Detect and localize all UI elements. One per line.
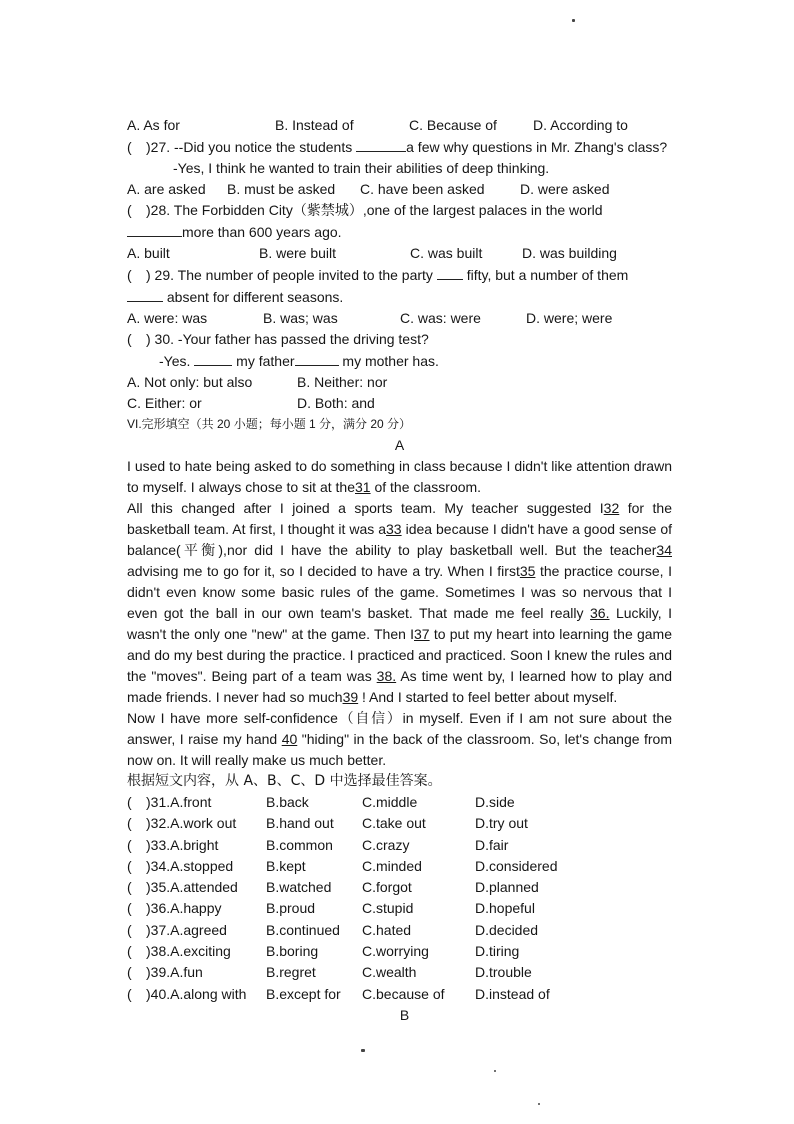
passage-text: "hiding" in the back of the classroom. So, let's change from now on. It will really make us much better. [127,731,672,768]
passage-a-label: A [394,437,405,453]
q30-blank-1 [194,350,232,366]
scan-speck [572,19,575,22]
answer-paren: ( [127,836,132,853]
passage-text: All this changed after I joined a sports team. My teacher suggested I [127,500,604,516]
answer-row [127,856,672,877]
answer-row [127,813,672,834]
option-b: B.kept [266,857,306,874]
q28-stem-end: more than 600 years ago. [182,224,342,240]
q28-stem: )28. The Forbidden City（紫禁城）,one of the largest palaces in the world [146,202,603,218]
q29-option-d: D. were; were [526,310,613,326]
q30-mid: my father [236,353,295,369]
option-d: D.considered [475,857,558,874]
blank-37: 37 [414,626,430,642]
q28-options [127,243,672,264]
answer-row [127,835,672,856]
option-d: D.decided [475,921,539,938]
passage-text: to put my heart into learning the game and do my best during the practice. I practiced and practiced. Soon I knew the rules and the "moves". Being part of a team was [127,626,672,684]
answer-paren: ( [127,267,132,283]
passage-text: advising me to go for it, so I decided to have a try. When I first [127,563,520,579]
option-d: D.side [475,794,515,810]
answer-row [127,877,672,898]
option-c: C.take out [362,815,426,832]
answer-paren: ( [127,900,132,917]
passage-paragraph-3 [127,708,672,771]
answer-options-list [127,792,672,1005]
q28-option-a: A. built [127,245,170,261]
q26-option-b: B. Instead of [275,117,354,133]
option-b: B.common [266,836,333,853]
option-c: C.stupid [362,900,414,917]
option-c: C.wealth [362,964,417,981]
q27-options [127,179,672,200]
q29-option-b: B. was; was [263,310,338,326]
answer-paren: ( [127,815,132,832]
option-d: D.fair [475,836,509,853]
answer-row [127,962,672,983]
q28-option-c: C. was built [410,245,483,261]
option-a: )35.A.attended [146,879,238,896]
section-heading-vi: VI.完形填空（共 20 小题；每小题 1 分，满分 20 分） [127,417,412,431]
answer-paren: ( [127,964,132,981]
answer-paren: ( [127,879,132,896]
q28-blank [127,221,182,237]
q27-blank [356,136,406,152]
blank-36: 36. [590,605,610,621]
option-c: C.middle [362,794,418,810]
option-a: )33.A.bright [146,836,219,853]
q30-option-b: B. Neither: nor [297,374,388,390]
q28-option-d: D. was building [522,245,617,261]
q26-options [127,115,672,136]
option-c: C.forgot [362,879,412,896]
q26-option-a: A. As for [127,117,180,133]
answer-row [127,941,672,962]
q29-blank-2 [127,286,163,302]
q27-stem: )27. --Did you notice the students [146,139,353,155]
option-d: D.planned [475,879,539,896]
passage-b-label: B [399,1006,410,1023]
blank-38: 38. [376,668,397,684]
blank-31: 31 [355,479,371,495]
q27-option-c: C. have been asked [360,181,485,197]
option-a: )40.A.along with [146,985,247,1002]
q30-response [127,350,672,372]
q29-options [127,308,672,329]
blank-39: 39 [342,689,359,705]
q27-option-a: A. are asked [127,181,206,197]
q27-stem-end: a few why questions in Mr. Zhang's class? [406,139,668,155]
scan-speck [494,1070,496,1072]
option-c: C.because of [362,985,445,1002]
option-a: )31.A.front [146,794,212,810]
blank-34: 34 [656,542,672,558]
answer-paren: ( [127,794,132,810]
question-29 [127,264,672,286]
q30-options-row1 [127,372,672,393]
option-c: C.worrying [362,943,429,960]
q30-blank-2 [295,350,339,366]
q30-stem: ) 30. -Your father has passed the driving test? [146,331,429,347]
blank-32: 32 [603,500,620,516]
option-d: D.trouble [475,964,532,981]
answer-row [127,984,672,1005]
q30-yes: -Yes. [159,353,191,369]
answer-paren: ( [127,139,132,155]
passage-text: ! And I started to feel better about myself. [362,689,618,705]
option-d: D.instead of [475,985,550,1002]
q27-response: -Yes, I think he wanted to train their abilities of deep thinking. [173,160,550,176]
blank-35: 35 [519,563,536,579]
option-b: B.continued [266,921,340,938]
passage-text: Luckily, I wasn't the only one "new" at the game. Then I [127,605,672,642]
question-28 [127,200,672,221]
exam-page [127,115,672,1026]
question-27 [127,136,672,158]
option-c: C.crazy [362,836,410,853]
answer-paren: ( [127,331,132,347]
q30-options-row2 [127,393,672,414]
option-a: )38.A.exciting [146,943,231,960]
option-a: )32.A.work out [146,815,237,832]
passage-text: Now I have more self-confidence（自信）in myself. Even if I am not sure about the answer, I raise my hand [127,710,672,747]
option-a: )34.A.stopped [146,857,234,874]
option-c: C.minded [362,857,422,874]
option-b: B.except for [266,985,341,1002]
q29-stem-line2 [127,286,672,308]
option-b: B.regret [266,964,316,981]
option-a: )39.A.fun [146,964,203,981]
q30-end: my mother has. [342,353,439,369]
q29-stem: ) 29. The number of people invited to the party [146,267,433,283]
answer-row [127,898,672,919]
passage-text: for the basketball team. At first, I thought it was a [127,500,672,537]
option-a: )37.A.agreed [146,921,227,938]
option-b: B.boring [266,943,319,960]
answer-paren: ( [127,921,132,938]
option-d: D.tiring [475,943,520,960]
passage-text: I used to hate being asked to do something in class because I didn't like attention drawn to myself. I always chose to sit at the [127,458,672,495]
q28-option-b: B. were built [259,245,337,261]
scan-speck [361,1049,365,1052]
q30-option-a: A. Not only: but also [127,374,253,390]
option-c: C.hated [362,921,412,938]
answer-row [127,920,672,941]
q29-blank-1 [437,264,463,280]
option-b: B.watched [266,879,332,896]
q26-option-d: D. According to [533,117,628,133]
q28-stem-line2 [127,221,672,243]
q29-option-a: A. were: was [127,310,208,326]
passage-text: the practice course, I didn't even know some basic rules of the game. Sometimes I was so nervous that I even got the ball in our own team's basket. That made me feel really [127,563,673,621]
option-d: D.hopeful [475,900,535,917]
option-b: B.proud [266,900,316,917]
answer-paren: ( [127,857,132,874]
passage-text: of the classroom. [374,479,482,495]
blank-33: 33 [386,521,402,537]
q29-stem-end: absent for different seasons. [166,289,344,305]
passage-text: As time went by, I learned how to play and made friends. I never had so much [127,668,673,705]
passage-paragraph-1 [127,456,672,498]
option-b: B.back [266,794,309,810]
passage-text: idea because I didn't have a good sense of balance(平衡),nor did I have the ability to play basketball well. But the teacher [127,521,673,558]
q27-option-d: D. were asked [520,181,610,197]
answer-row [127,792,672,813]
answer-paren: ( [127,985,132,1002]
answer-paren: ( [127,943,132,960]
instruction: 根据短文内容，从 A、B、C、D 中选择最佳答案。 [127,773,442,789]
q30-option-d: D. Both: and [297,395,375,411]
option-a: )36.A.happy [146,900,222,917]
scan-speck [538,1103,540,1105]
q30-option-c: C. Either: or [127,395,202,411]
q29-stem-mid: fifty, but a number of them [466,267,629,283]
option-b: B.hand out [266,815,334,832]
q26-option-c: C. Because of [409,117,497,133]
option-d: D.try out [475,815,528,832]
blank-40: 40 [281,731,298,747]
answer-paren: ( [127,202,132,218]
q29-option-c: C. was: were [400,310,481,326]
passage-paragraph-2 [127,498,672,708]
question-30 [127,329,672,350]
q27-option-b: B. must be asked [227,181,336,197]
